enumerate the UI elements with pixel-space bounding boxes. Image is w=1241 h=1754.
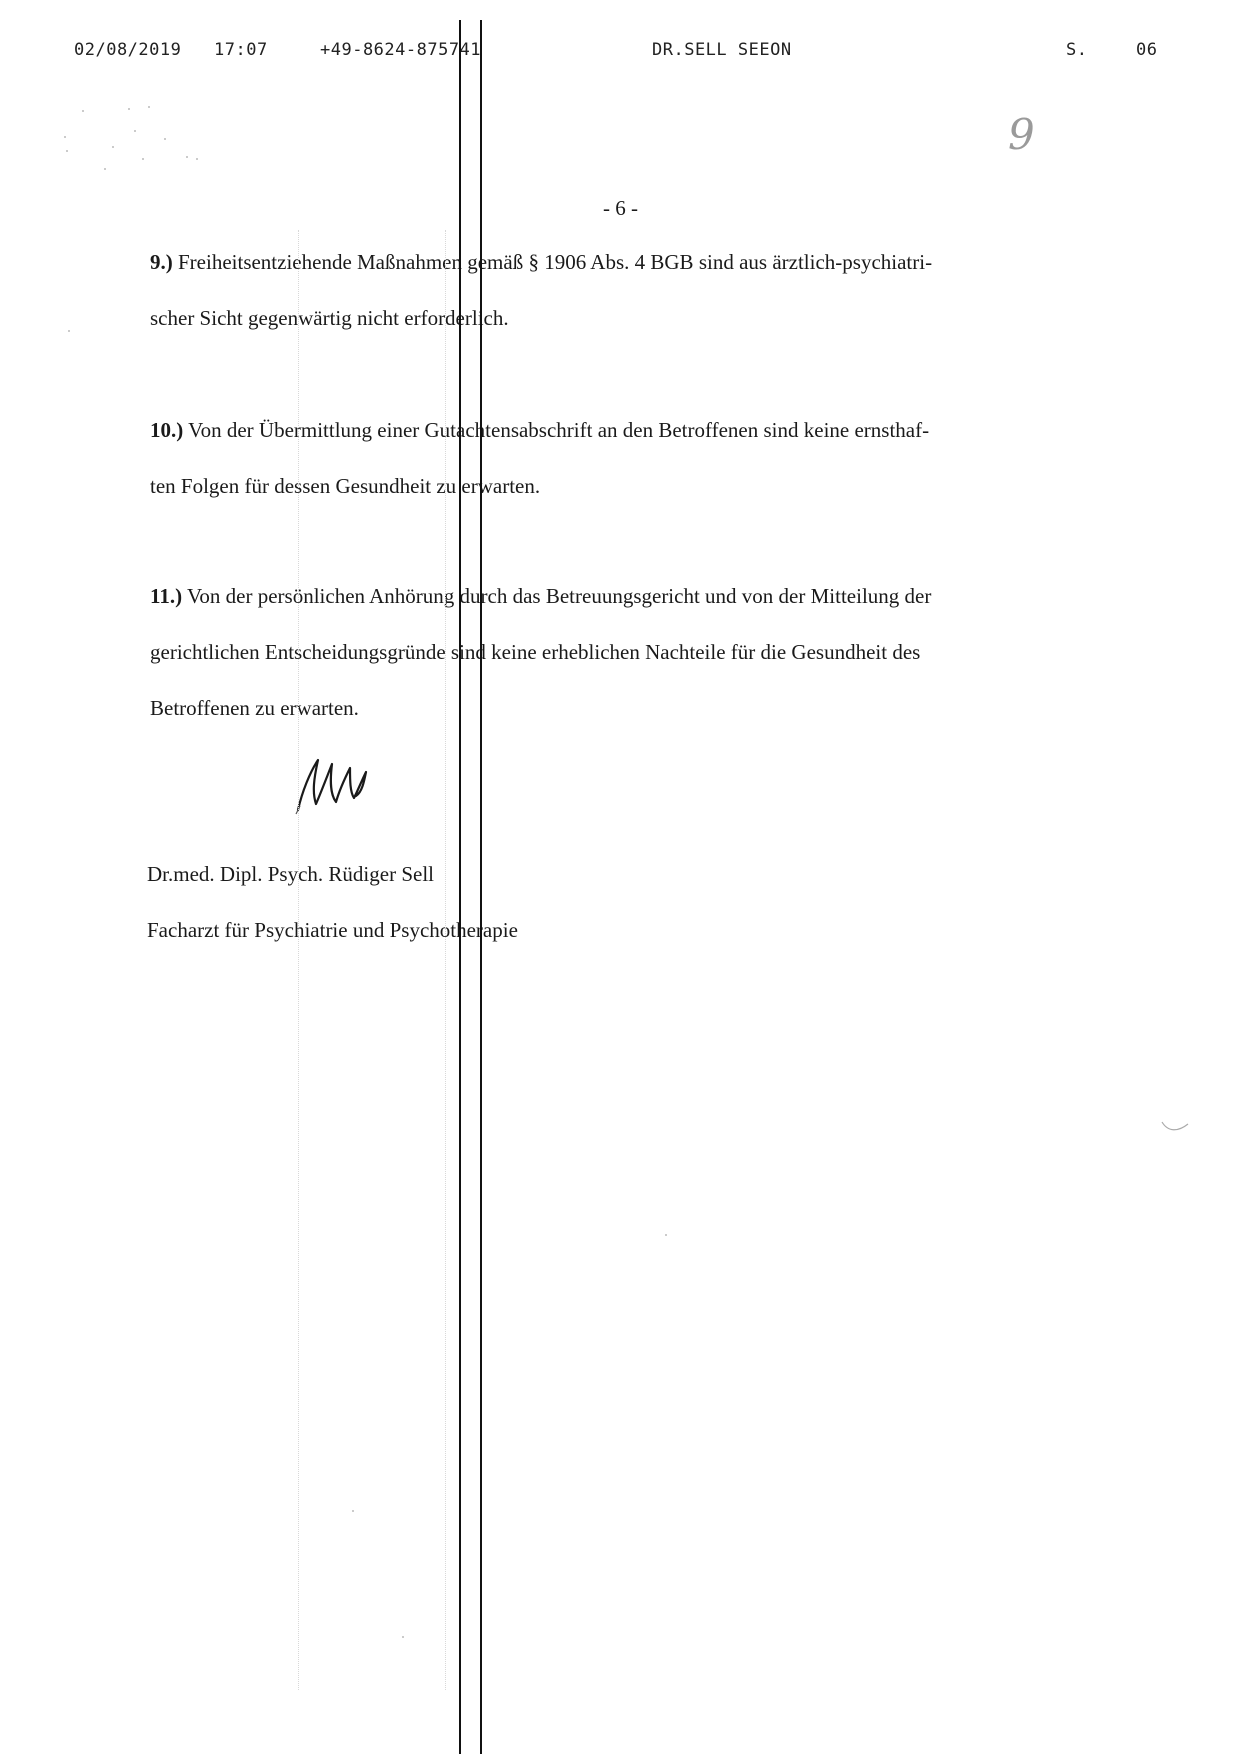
item-text-line: Freiheitsentziehende Maßnahmen gemäß § 1906 Abs. 4 BGB sind aus ärztlich-psychiatri- bbox=[178, 250, 933, 274]
fax-page-label: S. bbox=[1066, 40, 1088, 60]
scan-artifact-line bbox=[459, 20, 461, 1754]
handwritten-signature bbox=[292, 752, 372, 816]
fax-date: 02/08/2019 bbox=[74, 40, 182, 60]
fax-time: 17:07 bbox=[214, 40, 268, 60]
item-text-line: Von der Übermittlung einer Gutachtensabschrift an den Betroffenen sind keine ernsthaf- bbox=[188, 418, 930, 442]
item-text-line: Von der persönlichen Anhörung durch das Betreuungsgericht und von der Mitteilung der bbox=[186, 584, 932, 608]
item-text-line: scher Sicht gegenwärtig nicht erforderlich. bbox=[150, 306, 509, 330]
scan-artifact-line bbox=[480, 20, 482, 1754]
scan-artifact-faint-line bbox=[298, 230, 299, 1690]
fax-page-number: 06 bbox=[1136, 40, 1158, 60]
handwritten-page-mark: 9 bbox=[1008, 110, 1035, 159]
fax-header bbox=[0, 40, 1241, 64]
fax-sender: DR.SELL SEEON bbox=[652, 40, 792, 60]
signer-name: Dr.med. Dipl. Psych. Rüdiger Sell bbox=[147, 862, 434, 886]
item-text-line: ten Folgen für dessen Gesundheit zu erwarten. bbox=[150, 474, 541, 498]
scan-artifact-faint-line bbox=[445, 230, 446, 1690]
item-number: 11.) bbox=[150, 584, 183, 608]
item-number: 10.) bbox=[150, 418, 184, 442]
item-text-line: gerichtlichen Entscheidungsgründe sind keine erheblichen Nachteile für die Gesundheit des bbox=[150, 640, 921, 664]
scan-margin-mark bbox=[1160, 1118, 1190, 1138]
item-text-line: Betroffenen zu erwarten. bbox=[150, 696, 359, 720]
fax-phone: +49-8624-875741 bbox=[320, 40, 482, 60]
signer-title: Facharzt für Psychiatrie und Psychotherapie bbox=[147, 918, 518, 942]
item-number: 9.) bbox=[150, 250, 173, 274]
